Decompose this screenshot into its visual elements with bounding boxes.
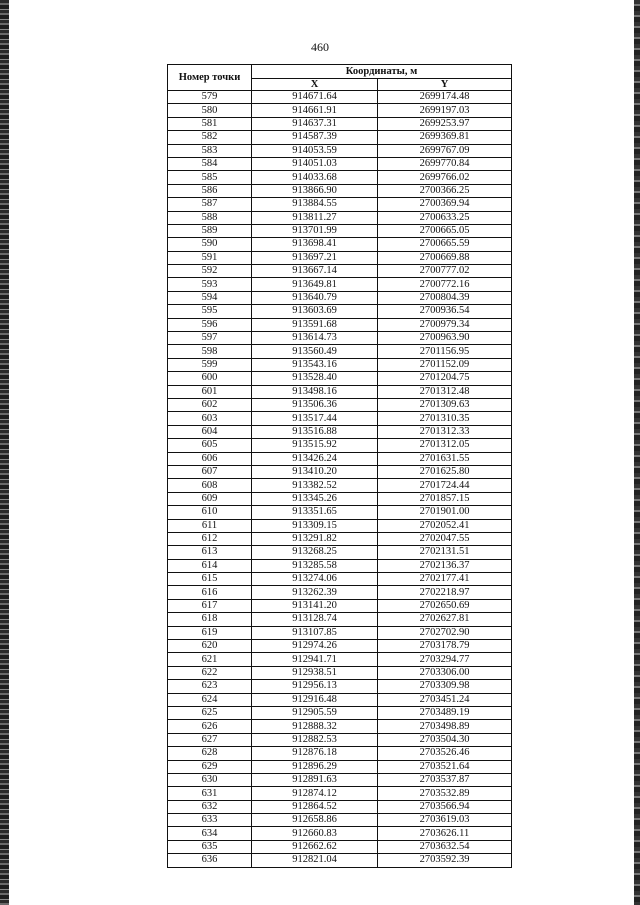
point-number-cell: 635 bbox=[168, 840, 252, 853]
point-number-cell: 597 bbox=[168, 332, 252, 345]
x-cell: 913543.16 bbox=[252, 358, 378, 371]
y-cell: 2702131.51 bbox=[378, 546, 512, 559]
x-cell: 912956.13 bbox=[252, 680, 378, 693]
header-coordinates: Координаты, м bbox=[252, 65, 512, 79]
point-number-cell: 612 bbox=[168, 532, 252, 545]
y-cell: 2703306.00 bbox=[378, 666, 512, 679]
point-number-cell: 595 bbox=[168, 305, 252, 318]
table-header-row bbox=[168, 65, 512, 79]
y-cell: 2703526.46 bbox=[378, 747, 512, 760]
y-cell: 2699770.84 bbox=[378, 157, 512, 170]
table-row bbox=[168, 452, 512, 465]
x-cell: 912896.29 bbox=[252, 760, 378, 773]
y-cell: 2701152.09 bbox=[378, 358, 512, 371]
table-row bbox=[168, 157, 512, 170]
y-cell: 2703521.64 bbox=[378, 760, 512, 773]
y-cell: 2700772.16 bbox=[378, 278, 512, 291]
point-number-cell: 598 bbox=[168, 345, 252, 358]
point-number-cell: 592 bbox=[168, 265, 252, 278]
coordinates-table bbox=[167, 64, 512, 868]
y-cell: 2703498.89 bbox=[378, 720, 512, 733]
x-cell: 913591.68 bbox=[252, 318, 378, 331]
point-number-cell: 619 bbox=[168, 626, 252, 639]
point-number-cell: 585 bbox=[168, 171, 252, 184]
x-cell: 913268.25 bbox=[252, 546, 378, 559]
table-row bbox=[168, 144, 512, 157]
y-cell: 2703592.39 bbox=[378, 854, 512, 867]
y-cell: 2700979.34 bbox=[378, 318, 512, 331]
y-cell: 2703566.94 bbox=[378, 800, 512, 813]
x-cell: 912874.12 bbox=[252, 787, 378, 800]
table-row bbox=[168, 827, 512, 840]
x-cell: 914051.03 bbox=[252, 157, 378, 170]
point-number-cell: 594 bbox=[168, 291, 252, 304]
table-row bbox=[168, 693, 512, 706]
point-number-cell: 580 bbox=[168, 104, 252, 117]
page-number: 460 bbox=[311, 40, 329, 54]
x-cell: 913697.21 bbox=[252, 251, 378, 264]
y-cell: 2703489.19 bbox=[378, 706, 512, 719]
y-cell: 2700665.59 bbox=[378, 238, 512, 251]
x-cell: 912876.18 bbox=[252, 747, 378, 760]
table-row bbox=[168, 465, 512, 478]
table-row bbox=[168, 278, 512, 291]
table-row bbox=[168, 492, 512, 505]
table-row bbox=[168, 840, 512, 853]
x-cell: 913614.73 bbox=[252, 332, 378, 345]
x-cell: 913285.58 bbox=[252, 559, 378, 572]
scan-edge-right bbox=[634, 0, 640, 905]
table-row bbox=[168, 800, 512, 813]
y-cell: 2703532.89 bbox=[378, 787, 512, 800]
x-cell: 914053.59 bbox=[252, 144, 378, 157]
x-cell: 913667.14 bbox=[252, 265, 378, 278]
x-cell: 913274.06 bbox=[252, 573, 378, 586]
table-row bbox=[168, 131, 512, 144]
table-row bbox=[168, 332, 512, 345]
y-cell: 2702702.90 bbox=[378, 626, 512, 639]
point-number-cell: 601 bbox=[168, 385, 252, 398]
table-row bbox=[168, 854, 512, 867]
header-y: Y bbox=[378, 79, 512, 91]
y-cell: 2703309.98 bbox=[378, 680, 512, 693]
point-number-cell: 583 bbox=[168, 144, 252, 157]
point-number-cell: 622 bbox=[168, 666, 252, 679]
table-row bbox=[168, 680, 512, 693]
point-number-cell: 625 bbox=[168, 706, 252, 719]
y-cell: 2699767.09 bbox=[378, 144, 512, 157]
table-row bbox=[168, 787, 512, 800]
table-row bbox=[168, 224, 512, 237]
table-row bbox=[168, 586, 512, 599]
table-row bbox=[168, 425, 512, 438]
table-row bbox=[168, 559, 512, 572]
point-number-cell: 606 bbox=[168, 452, 252, 465]
table-row bbox=[168, 773, 512, 786]
x-cell: 913560.49 bbox=[252, 345, 378, 358]
y-cell: 2700669.88 bbox=[378, 251, 512, 264]
y-cell: 2701857.15 bbox=[378, 492, 512, 505]
table-row bbox=[168, 345, 512, 358]
y-cell: 2700777.02 bbox=[378, 265, 512, 278]
point-number-cell: 593 bbox=[168, 278, 252, 291]
point-number-cell: 636 bbox=[168, 854, 252, 867]
y-cell: 2701156.95 bbox=[378, 345, 512, 358]
y-cell: 2703294.77 bbox=[378, 653, 512, 666]
point-number-cell: 631 bbox=[168, 787, 252, 800]
x-cell: 913603.69 bbox=[252, 305, 378, 318]
point-number-cell: 605 bbox=[168, 439, 252, 452]
x-cell: 913410.20 bbox=[252, 465, 378, 478]
table-row bbox=[168, 613, 512, 626]
x-cell: 913291.82 bbox=[252, 532, 378, 545]
x-cell: 913640.79 bbox=[252, 291, 378, 304]
x-cell: 912974.26 bbox=[252, 640, 378, 653]
header-point-number: Номер точки bbox=[168, 65, 252, 91]
point-number-cell: 590 bbox=[168, 238, 252, 251]
table-row bbox=[168, 479, 512, 492]
table-row bbox=[168, 720, 512, 733]
table-row bbox=[168, 573, 512, 586]
y-cell: 2699197.03 bbox=[378, 104, 512, 117]
point-number-cell: 604 bbox=[168, 425, 252, 438]
point-number-cell: 600 bbox=[168, 372, 252, 385]
y-cell: 2702177.41 bbox=[378, 573, 512, 586]
point-number-cell: 620 bbox=[168, 640, 252, 653]
table-row bbox=[168, 733, 512, 746]
x-cell: 913262.39 bbox=[252, 586, 378, 599]
x-cell: 914661.91 bbox=[252, 104, 378, 117]
x-cell: 913107.85 bbox=[252, 626, 378, 639]
point-number-cell: 603 bbox=[168, 412, 252, 425]
point-number-cell: 624 bbox=[168, 693, 252, 706]
y-cell: 2703178.79 bbox=[378, 640, 512, 653]
y-cell: 2699253.97 bbox=[378, 117, 512, 130]
x-cell: 912882.53 bbox=[252, 733, 378, 746]
x-cell: 914587.39 bbox=[252, 131, 378, 144]
x-cell: 913141.20 bbox=[252, 599, 378, 612]
x-cell: 912891.63 bbox=[252, 773, 378, 786]
point-number-cell: 614 bbox=[168, 559, 252, 572]
point-number-cell: 621 bbox=[168, 653, 252, 666]
point-number-cell: 630 bbox=[168, 773, 252, 786]
table-row bbox=[168, 439, 512, 452]
y-cell: 2701312.33 bbox=[378, 425, 512, 438]
point-number-cell: 629 bbox=[168, 760, 252, 773]
y-cell: 2701901.00 bbox=[378, 506, 512, 519]
x-cell: 914033.68 bbox=[252, 171, 378, 184]
point-number-cell: 591 bbox=[168, 251, 252, 264]
y-cell: 2700804.39 bbox=[378, 291, 512, 304]
x-cell: 913649.81 bbox=[252, 278, 378, 291]
x-cell: 913701.99 bbox=[252, 224, 378, 237]
y-cell: 2700633.25 bbox=[378, 211, 512, 224]
y-cell: 2703451.24 bbox=[378, 693, 512, 706]
table-row bbox=[168, 706, 512, 719]
x-cell: 914637.31 bbox=[252, 117, 378, 130]
y-cell: 2701204.75 bbox=[378, 372, 512, 385]
point-number-cell: 599 bbox=[168, 358, 252, 371]
point-number-cell: 588 bbox=[168, 211, 252, 224]
x-cell: 912662.62 bbox=[252, 840, 378, 853]
x-cell: 913517.44 bbox=[252, 412, 378, 425]
y-cell: 2700936.54 bbox=[378, 305, 512, 318]
x-cell: 913811.27 bbox=[252, 211, 378, 224]
point-number-cell: 581 bbox=[168, 117, 252, 130]
point-number-cell: 596 bbox=[168, 318, 252, 331]
table-row bbox=[168, 104, 512, 117]
point-number-cell: 584 bbox=[168, 157, 252, 170]
x-cell: 912888.32 bbox=[252, 720, 378, 733]
y-cell: 2702047.55 bbox=[378, 532, 512, 545]
y-cell: 2702052.41 bbox=[378, 519, 512, 532]
x-cell: 912905.59 bbox=[252, 706, 378, 719]
x-cell: 913345.26 bbox=[252, 492, 378, 505]
point-number-cell: 579 bbox=[168, 91, 252, 104]
point-number-cell: 626 bbox=[168, 720, 252, 733]
table-row bbox=[168, 747, 512, 760]
point-number-cell: 617 bbox=[168, 599, 252, 612]
point-number-cell: 618 bbox=[168, 613, 252, 626]
table-row bbox=[168, 666, 512, 679]
table-row bbox=[168, 640, 512, 653]
x-cell: 912821.04 bbox=[252, 854, 378, 867]
x-cell: 912864.52 bbox=[252, 800, 378, 813]
scan-edge-left bbox=[0, 0, 9, 905]
y-cell: 2702627.81 bbox=[378, 613, 512, 626]
point-number-cell: 632 bbox=[168, 800, 252, 813]
table-row bbox=[168, 653, 512, 666]
point-number-cell: 633 bbox=[168, 814, 252, 827]
point-number-cell: 623 bbox=[168, 680, 252, 693]
table-row bbox=[168, 171, 512, 184]
table-row bbox=[168, 546, 512, 559]
y-cell: 2703504.30 bbox=[378, 733, 512, 746]
y-cell: 2699766.02 bbox=[378, 171, 512, 184]
table-row bbox=[168, 372, 512, 385]
point-number-cell: 610 bbox=[168, 506, 252, 519]
header-x: X bbox=[252, 79, 378, 91]
point-number-cell: 589 bbox=[168, 224, 252, 237]
table-row bbox=[168, 358, 512, 371]
y-cell: 2699369.81 bbox=[378, 131, 512, 144]
point-number-cell: 611 bbox=[168, 519, 252, 532]
x-cell: 913528.40 bbox=[252, 372, 378, 385]
table-row bbox=[168, 265, 512, 278]
point-number-cell: 602 bbox=[168, 398, 252, 411]
y-cell: 2703632.54 bbox=[378, 840, 512, 853]
x-cell: 913866.90 bbox=[252, 184, 378, 197]
y-cell: 2703626.11 bbox=[378, 827, 512, 840]
table-row bbox=[168, 385, 512, 398]
table-row bbox=[168, 398, 512, 411]
y-cell: 2701724.44 bbox=[378, 479, 512, 492]
x-cell: 913426.24 bbox=[252, 452, 378, 465]
x-cell: 912938.51 bbox=[252, 666, 378, 679]
point-number-cell: 587 bbox=[168, 198, 252, 211]
y-cell: 2700665.05 bbox=[378, 224, 512, 237]
point-number-cell: 628 bbox=[168, 747, 252, 760]
x-cell: 913884.55 bbox=[252, 198, 378, 211]
y-cell: 2701310.35 bbox=[378, 412, 512, 425]
table-row bbox=[168, 626, 512, 639]
table-row bbox=[168, 291, 512, 304]
table-row bbox=[168, 506, 512, 519]
table-row bbox=[168, 519, 512, 532]
point-number-cell: 616 bbox=[168, 586, 252, 599]
table-row bbox=[168, 117, 512, 130]
x-cell: 913128.74 bbox=[252, 613, 378, 626]
table-row bbox=[168, 814, 512, 827]
x-cell: 912916.48 bbox=[252, 693, 378, 706]
table-row bbox=[168, 211, 512, 224]
x-cell: 913698.41 bbox=[252, 238, 378, 251]
x-cell: 913309.15 bbox=[252, 519, 378, 532]
y-cell: 2703537.87 bbox=[378, 773, 512, 786]
table-row bbox=[168, 412, 512, 425]
y-cell: 2701625.80 bbox=[378, 465, 512, 478]
y-cell: 2699174.48 bbox=[378, 91, 512, 104]
x-cell: 913498.16 bbox=[252, 385, 378, 398]
point-number-cell: 613 bbox=[168, 546, 252, 559]
point-number-cell: 615 bbox=[168, 573, 252, 586]
point-number-cell: 608 bbox=[168, 479, 252, 492]
table-row bbox=[168, 760, 512, 773]
y-cell: 2700369.94 bbox=[378, 198, 512, 211]
x-cell: 913516.88 bbox=[252, 425, 378, 438]
x-cell: 913351.65 bbox=[252, 506, 378, 519]
point-number-cell: 582 bbox=[168, 131, 252, 144]
y-cell: 2700366.25 bbox=[378, 184, 512, 197]
x-cell: 912658.86 bbox=[252, 814, 378, 827]
point-number-cell: 634 bbox=[168, 827, 252, 840]
table-row bbox=[168, 198, 512, 211]
y-cell: 2701312.48 bbox=[378, 385, 512, 398]
table-body bbox=[168, 91, 512, 868]
x-cell: 913382.52 bbox=[252, 479, 378, 492]
x-cell: 914671.64 bbox=[252, 91, 378, 104]
y-cell: 2700963.90 bbox=[378, 332, 512, 345]
x-cell: 913506.36 bbox=[252, 398, 378, 411]
y-cell: 2702136.37 bbox=[378, 559, 512, 572]
point-number-cell: 627 bbox=[168, 733, 252, 746]
y-cell: 2702650.69 bbox=[378, 599, 512, 612]
table-row bbox=[168, 599, 512, 612]
y-cell: 2703619.03 bbox=[378, 814, 512, 827]
table-row bbox=[168, 251, 512, 264]
table-row bbox=[168, 305, 512, 318]
table-row bbox=[168, 184, 512, 197]
x-cell: 912941.71 bbox=[252, 653, 378, 666]
point-number-cell: 607 bbox=[168, 465, 252, 478]
point-number-cell: 609 bbox=[168, 492, 252, 505]
x-cell: 913515.92 bbox=[252, 439, 378, 452]
point-number-cell: 586 bbox=[168, 184, 252, 197]
y-cell: 2701631.55 bbox=[378, 452, 512, 465]
y-cell: 2701312.05 bbox=[378, 439, 512, 452]
y-cell: 2702218.97 bbox=[378, 586, 512, 599]
table-row bbox=[168, 91, 512, 104]
x-cell: 912660.83 bbox=[252, 827, 378, 840]
table-row bbox=[168, 532, 512, 545]
y-cell: 2701309.63 bbox=[378, 398, 512, 411]
table-row bbox=[168, 318, 512, 331]
table-row bbox=[168, 238, 512, 251]
